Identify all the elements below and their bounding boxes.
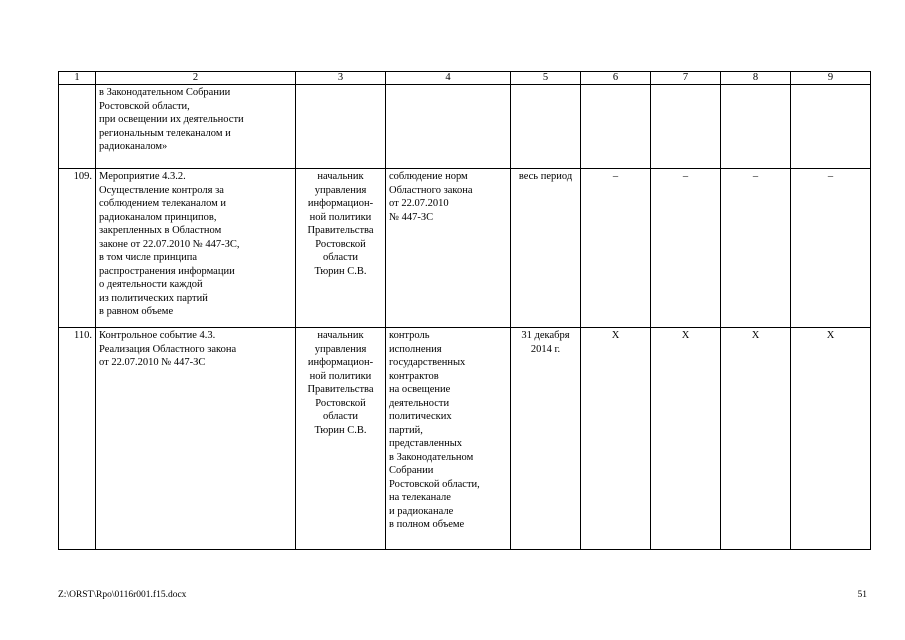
row-col9 bbox=[791, 85, 871, 169]
table-row bbox=[59, 328, 871, 550]
row-responsible bbox=[296, 85, 386, 169]
column-header: 9 bbox=[791, 72, 871, 85]
table-header-row bbox=[59, 72, 871, 85]
row-col6: – bbox=[581, 169, 651, 328]
row-col8: – bbox=[721, 169, 791, 328]
table-row bbox=[59, 85, 871, 169]
document-table bbox=[58, 71, 871, 550]
column-header: 7 bbox=[651, 72, 721, 85]
row-col6: X bbox=[581, 328, 651, 550]
page-number: 51 bbox=[857, 590, 867, 600]
row-number: 109. bbox=[59, 169, 96, 328]
column-header: 3 bbox=[296, 72, 386, 85]
column-header: 8 bbox=[721, 72, 791, 85]
row-col7 bbox=[651, 85, 721, 169]
footer-file-path: Z:\ORST\Rpo\0116r001.f15.docx bbox=[58, 590, 187, 600]
row-col9: X bbox=[791, 328, 871, 550]
column-header: 5 bbox=[511, 72, 581, 85]
row-period bbox=[511, 85, 581, 169]
row-result bbox=[386, 85, 511, 169]
row-result: контроль исполнения государственных контрактов на освещение деятельности политических партий, представленных в Законодательном Собрании Ростовской области, на телеканале и радиоканале в полном объеме bbox=[386, 328, 511, 550]
column-header: 4 bbox=[386, 72, 511, 85]
row-col9: – bbox=[791, 169, 871, 328]
row-name: Мероприятие 4.3.2. Осуществление контроля за соблюдением телеканалом и радиоканалом принципов, закрепленных в Областном законе от 22.07.2010 № 447-ЗС, в том числе принципа распространения информации о деятельности каждой из политических партий в равном объеме bbox=[96, 169, 296, 328]
row-responsible: начальник управления информацион- ной политики Правительства Ростовской области Тюрин С.В. bbox=[296, 169, 386, 328]
row-period: весь период bbox=[511, 169, 581, 328]
row-responsible: начальник управления информацион- ной политики Правительства Ростовской области Тюрин С.В. bbox=[296, 328, 386, 550]
row-period: 31 декабря 2014 г. bbox=[511, 328, 581, 550]
row-name: в Законодательном Собрании Ростовской области, при освещении их деятельности региональным телеканалом и радиоканалом» bbox=[96, 85, 296, 169]
row-col8: X bbox=[721, 328, 791, 550]
row-col8 bbox=[721, 85, 791, 169]
row-number: 110. bbox=[59, 328, 96, 550]
row-number bbox=[59, 85, 96, 169]
row-result: соблюдение норм Областного закона от 22.07.2010 № 447-ЗС bbox=[386, 169, 511, 328]
row-name: Контрольное событие 4.3. Реализация Областного закона от 22.07.2010 № 447-ЗС bbox=[96, 328, 296, 550]
row-col7: X bbox=[651, 328, 721, 550]
column-header: 1 bbox=[59, 72, 96, 85]
row-col7: – bbox=[651, 169, 721, 328]
column-header: 2 bbox=[96, 72, 296, 85]
table-row bbox=[59, 169, 871, 328]
column-header: 6 bbox=[581, 72, 651, 85]
row-col6 bbox=[581, 85, 651, 169]
